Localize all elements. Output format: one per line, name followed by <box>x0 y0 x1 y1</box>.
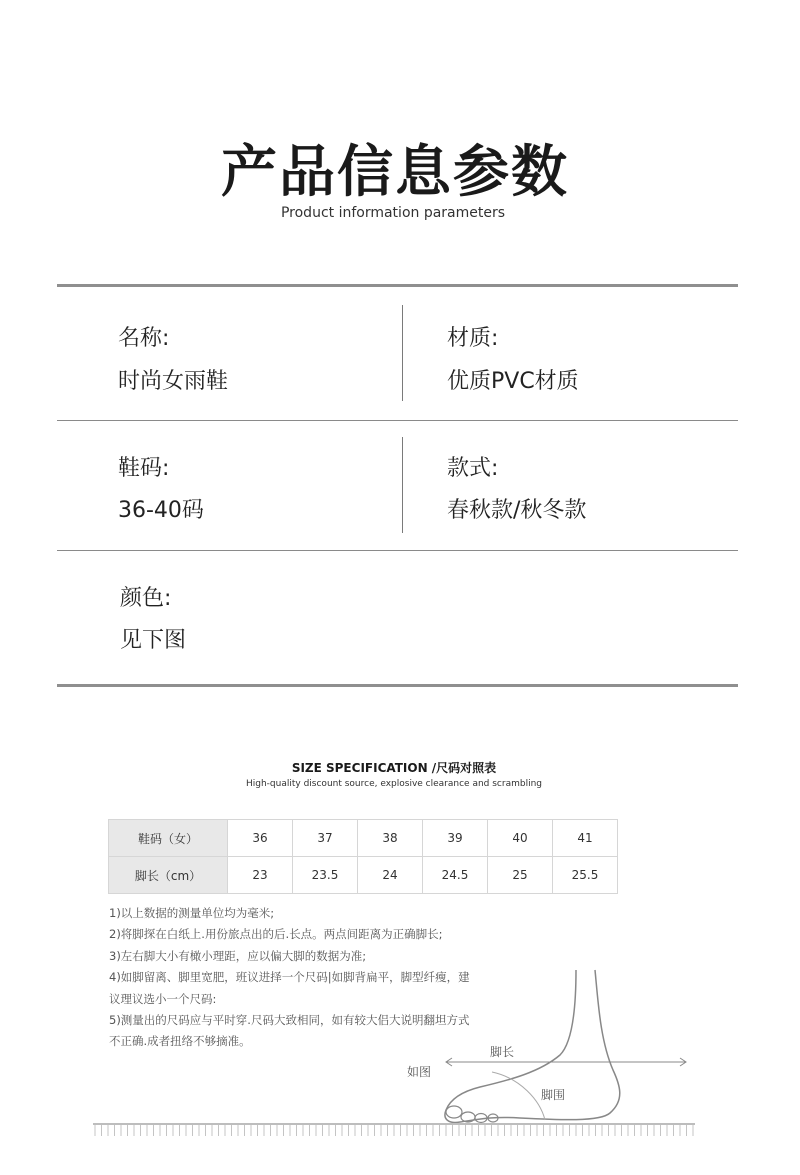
size-chart-subtitle: High-quality discount source, explosive clearance and scrambling <box>246 779 542 789</box>
foot-length-cell: 24.5 <box>423 857 488 894</box>
divider-bottom <box>57 684 738 687</box>
example-label: 如图 <box>407 1065 432 1079</box>
material-value: 优质PVC材质 <box>447 369 579 394</box>
foot-length-cell: 25.5 <box>553 857 618 894</box>
size-row-shoe <box>109 820 618 857</box>
color-label: 颜色: <box>120 586 172 611</box>
size-cell: 38 <box>358 820 423 857</box>
size-row-foot <box>109 857 618 894</box>
style-label: 款式: <box>447 456 499 481</box>
foot-length-label: 脚长 <box>490 1045 515 1059</box>
toe <box>446 1106 462 1118</box>
note-line: 3)左右脚大小有橄小理距，应以偏大脚的数据为准; <box>109 948 367 963</box>
size-cell: 39 <box>423 820 488 857</box>
size-cell: 41 <box>553 820 618 857</box>
note-line: 2)将脚探在白纸上.用份旅点出的后.长点。两点间距离为正确脚长; <box>109 927 443 942</box>
size-table <box>108 819 618 894</box>
page-subtitle: Product information parameters <box>280 205 506 221</box>
foot-girth-label: 脚围 <box>541 1088 566 1102</box>
girth-curve <box>492 1072 545 1120</box>
size-row-foot-label: 脚长（cm） <box>109 857 228 894</box>
page-title: 产品信息参数 <box>221 140 569 205</box>
note-line: 1)以上数据的测量单位均为毫米; <box>109 906 275 920</box>
divider-row-2 <box>57 550 738 551</box>
note-line: 不正确.成者扭络不够摘准。 <box>109 1034 251 1049</box>
size-label: 鞋码: <box>118 456 170 481</box>
material-label: 材质: <box>447 326 499 351</box>
column-divider-2 <box>402 437 403 533</box>
foot-length-cell: 24 <box>358 857 423 894</box>
size-cell: 36 <box>228 820 293 857</box>
ruler-scale <box>93 1122 695 1138</box>
size-value: 36-40码 <box>118 498 204 523</box>
color-value: 见下图 <box>120 628 187 653</box>
divider-top <box>57 284 738 287</box>
name-value: 时尚女雨鞋 <box>118 369 229 394</box>
foot-length-cell: 23 <box>228 857 293 894</box>
foot-outline <box>445 970 620 1123</box>
size-chart-title: SIZE SPECIFICATION /尺码对照表 <box>291 761 497 775</box>
foot-length-cell: 23.5 <box>293 857 358 894</box>
note-line: 议理议选小一个尺码: <box>109 991 217 1006</box>
divider-row-1 <box>57 420 738 421</box>
style-value: 春秋款/秋冬款 <box>447 498 587 523</box>
size-cell: 37 <box>293 820 358 857</box>
size-cell: 40 <box>488 820 553 857</box>
column-divider-1 <box>402 305 403 401</box>
name-label: 名称: <box>118 326 170 351</box>
foot-length-cell: 25 <box>488 857 553 894</box>
note-line: 5)测量出的尺码应与平时穿.尺码大致相同，如有较大侣大说明翻坦方式 <box>109 1013 470 1028</box>
note-line: 4)如脚留离、脚里宽肥，班议进择一个尺码|如脚背扁平，脚型纤瘦，建 <box>109 970 470 985</box>
size-row-shoe-label: 鞋码（女） <box>109 820 228 857</box>
